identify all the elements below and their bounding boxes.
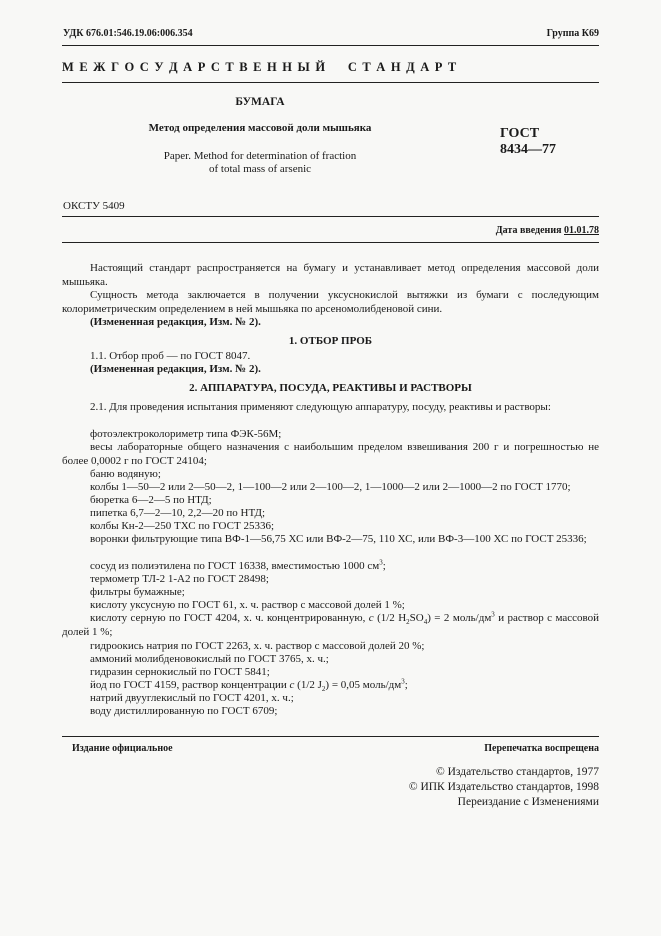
copyright-1977: © Издательство стандартов, 1977 (435, 766, 599, 778)
udk-code: УДК 676.01:546.19.06:006.354 (63, 28, 193, 39)
list-item-filters: фильтры бумажные; (90, 586, 185, 598)
copyright-1998: © ИПК Издательство стандартов, 1998 (408, 781, 599, 793)
standard-banner: М Е Ж Г О С У Д А Р С Т В Е Н Н Ы Й С Т А Н Д А Р Т (62, 60, 458, 74)
reprint-prohibited: Перепечатка воспрещена (484, 743, 599, 754)
intro-paragraph-2: Сущность метода заключается в получении уксуснокислой вытяжки из бумаги с последующим колориметрическим определением в ней мышьяка по арсеномолибденовой сини. (62, 289, 599, 315)
list-item-polyethylene-vessel: сосуд из полиэтилена по ГОСТ 16338, вместимостью 1000 $см^3$; (90, 558, 386, 572)
introduction-date (496, 225, 599, 236)
list-item-acetic-acid: кислоту уксусную по ГОСТ 61, х. ч. раствор с массовой долей 1 %; (90, 599, 405, 611)
document-subtitle: Метод определения массовой доли мышьяка (148, 122, 372, 134)
list-item-pipette: пипетка 6,7—2—10, 2,2—20 по НТД; (90, 507, 266, 519)
list-item-photocolorimeter: фотоэлектроколориметр типа ФЭК-56М; (90, 428, 282, 440)
date-rule (62, 242, 599, 243)
list-item-conical-flasks: колбы Кн-2—250 ТХС по ГОСТ 25336; (90, 520, 274, 532)
list-item-iodine: йод по ГОСТ 4159, раствор концентрации c (1/2 $J_2) = 0,05$ моль/$дм^3$; (90, 677, 408, 694)
intro-paragraph-1: Настоящий стандарт распространяется на бумагу и устанавливает метод определения массовой доли мышьяка. (62, 262, 599, 288)
list-item-hydrazine-sulfate: гидразин сернокислый по ГОСТ 5841; (90, 666, 270, 678)
list-item-water-bath: баню водяную; (90, 468, 161, 480)
section-2-heading: 2. АППАРАТУРА, ПОСУДА, РЕАКТИВЫ И РАСТВОРЫ (189, 382, 472, 394)
introduction-date-value: 01.01.78 (564, 225, 599, 236)
list-item-thermometer: термометр ТЛ-2 1-А2 по ГОСТ 28498; (90, 573, 269, 585)
gost-number: 8434—77 (500, 142, 556, 157)
list-item-flasks: колбы 1—50—2 или 2—50—2, 1—100—2 или 2—100—2, 1—1000—2 или 2—1000—2 по ГОСТ 1770; (90, 481, 571, 493)
list-item-ammonium-molybdate: аммоний молибденовокислый по ГОСТ 3765, х. ч.; (90, 653, 329, 665)
section-1-heading: 1. ОТБОР ПРОБ (288, 335, 373, 347)
okstu-rule (62, 216, 599, 217)
english-title-line-1: Paper. Method for determination of fraction (163, 150, 357, 162)
list-item-distilled-water: воду дистиллированную по ГОСТ 6709; (90, 705, 278, 717)
list-item-balance: весы лабораторные общего назначения с наибольшим пределом взвешивания 200 г и погрешностью не более 0,0002 г по ГОСТ 24104; (62, 441, 599, 467)
introduction-date-label: Дата введения (495, 225, 564, 236)
document-title: БУМАГА (235, 96, 285, 108)
top-rule (62, 45, 599, 46)
footer-rule (62, 736, 599, 737)
banner-rule (62, 82, 599, 83)
list-item-burette: бюретка 6—2—5 по НТД; (90, 494, 212, 506)
section-1-revision-note: (Измененная редакция, Изм. № 2). (90, 363, 261, 375)
section-2-intro: 2.1. Для проведения испытания применяют следующую аппаратуру, посуду, реактивы и растворы: (90, 401, 551, 413)
official-edition: Издание официальное (72, 743, 173, 754)
english-title-line-2: of total mass of arsenic (208, 163, 312, 175)
list-item-sodium-bicarbonate: натрий двууглекислый по ГОСТ 4201, х. ч.; (90, 692, 294, 704)
okstu-code: ОКСТУ 5409 (63, 200, 125, 212)
section-1-item: 1.1. Отбор проб — по ГОСТ 8047. (90, 350, 251, 362)
reissue-note: Переиздание с Изменениями (457, 796, 599, 808)
group-code: Группа К69 (546, 28, 599, 39)
list-item-sodium-hydroxide: гидроокись натрия по ГОСТ 2263, х. ч. раствор с массовой долей 20 %; (90, 640, 425, 652)
list-item-funnels: воронки фильтрующие типа ВФ-1—56,75 ХС или ВФ-2—75, 110 ХС, или ВФ-3—100 ХС по ГОСТ 25336; (90, 533, 587, 545)
list-item-sulfuric-acid: кислоту серную по ГОСТ 4204, х. ч. концентрированную, c (1/2 $H_2SO_4) = 2$ моль/$дм^3$ и раствор с массовой долей 1 %; (62, 610, 599, 638)
gost-label: ГОСТ (500, 126, 540, 141)
intro-revision-note: (Измененная редакция, Изм. № 2). (90, 316, 261, 328)
